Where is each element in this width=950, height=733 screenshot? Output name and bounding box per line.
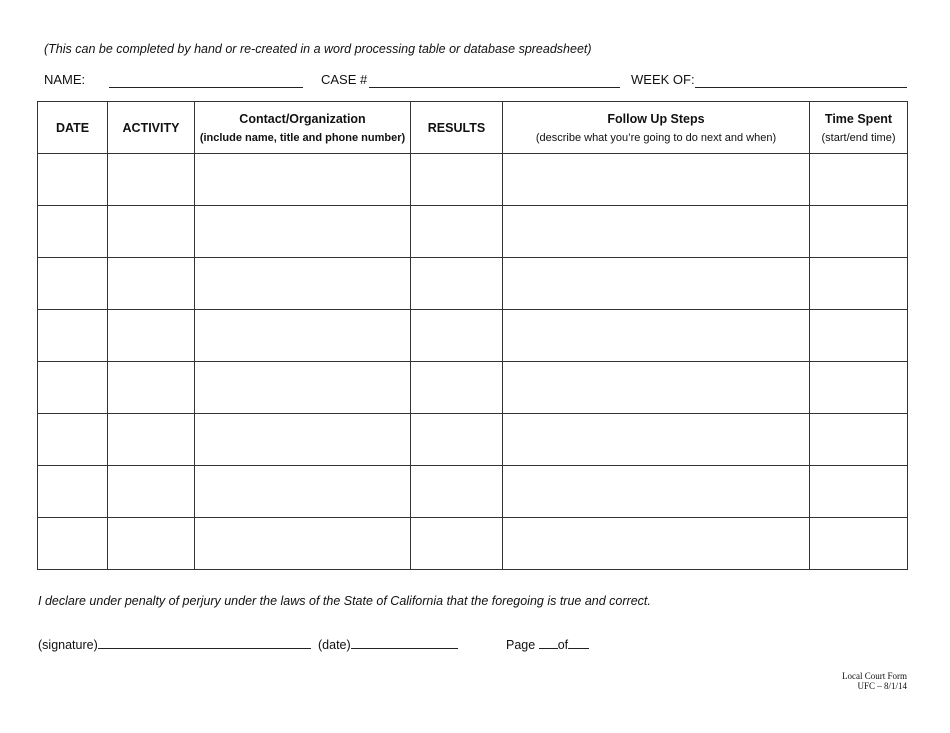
cell-follow-up[interactable] — [503, 258, 810, 310]
date-label: (date) — [318, 638, 351, 652]
table-row — [38, 258, 908, 310]
cell-results[interactable] — [411, 362, 503, 414]
footer-form-id: UFC – 8/1/14 — [857, 681, 907, 691]
cell-activity[interactable] — [108, 206, 195, 258]
cell-contact[interactable] — [195, 362, 411, 414]
column-title: Contact/Organization — [239, 111, 366, 126]
column-title: Follow Up Steps — [607, 111, 705, 126]
column-title: RESULTS — [427, 120, 486, 135]
cell-contact[interactable] — [195, 414, 411, 466]
week-of-field[interactable] — [695, 87, 907, 88]
cell-activity[interactable] — [108, 258, 195, 310]
cell-date[interactable] — [38, 310, 108, 362]
cell-follow-up[interactable] — [503, 154, 810, 206]
week-of-label: WEEK OF: — [631, 72, 695, 87]
cell-activity[interactable] — [108, 310, 195, 362]
cell-results[interactable] — [411, 414, 503, 466]
cell-results[interactable] — [411, 206, 503, 258]
cell-time-spent[interactable] — [810, 414, 908, 466]
cell-time-spent[interactable] — [810, 154, 908, 206]
cell-follow-up[interactable] — [503, 362, 810, 414]
cell-results[interactable] — [411, 518, 503, 570]
cell-follow-up[interactable] — [503, 206, 810, 258]
cell-activity[interactable] — [108, 154, 195, 206]
signature-field[interactable] — [98, 636, 311, 649]
cell-activity[interactable] — [108, 518, 195, 570]
table-row — [38, 414, 908, 466]
column-header-time-spent — [810, 102, 908, 154]
cell-activity[interactable] — [108, 466, 195, 518]
activity-log-table — [37, 101, 908, 570]
cell-time-spent[interactable] — [810, 258, 908, 310]
form-footer — [842, 671, 907, 691]
cell-results[interactable] — [411, 154, 503, 206]
date-block — [318, 636, 458, 652]
table-row — [38, 310, 908, 362]
cell-follow-up[interactable] — [503, 518, 810, 570]
column-header-activity — [108, 102, 195, 154]
case-label: CASE # — [321, 72, 368, 87]
cell-date[interactable] — [38, 466, 108, 518]
column-header-results — [411, 102, 503, 154]
cell-date[interactable] — [38, 154, 108, 206]
column-title: ACTIVITY — [122, 120, 180, 135]
column-title: DATE — [55, 120, 90, 135]
cell-date[interactable] — [38, 414, 108, 466]
table-row — [38, 206, 908, 258]
name-label: NAME: — [44, 72, 86, 87]
column-subtitle: (include name, title and phone number) — [199, 131, 406, 144]
name-field[interactable] — [109, 87, 303, 88]
column-subtitle: (start/end time) — [821, 131, 896, 144]
signature-label: (signature) — [38, 638, 98, 652]
cell-contact[interactable] — [195, 310, 411, 362]
cell-contact[interactable] — [195, 518, 411, 570]
cell-date[interactable] — [38, 206, 108, 258]
perjury-declaration: I declare under penalty of perjury under the laws of the State of California that the foregoing is true and correct. — [38, 594, 651, 608]
table-row — [38, 154, 908, 206]
cell-date[interactable] — [38, 518, 108, 570]
table-row — [38, 466, 908, 518]
table-row — [38, 362, 908, 414]
date-field[interactable] — [351, 636, 458, 649]
cell-follow-up[interactable] — [503, 414, 810, 466]
cell-time-spent[interactable] — [810, 206, 908, 258]
cell-contact[interactable] — [195, 258, 411, 310]
cell-contact[interactable] — [195, 206, 411, 258]
column-header-follow-up — [503, 102, 810, 154]
cell-activity[interactable] — [108, 414, 195, 466]
cell-follow-up[interactable] — [503, 310, 810, 362]
cell-results[interactable] — [411, 466, 503, 518]
table-body — [38, 154, 908, 570]
cell-time-spent[interactable] — [810, 466, 908, 518]
cell-results[interactable] — [411, 310, 503, 362]
page-total-field[interactable] — [568, 636, 589, 649]
cell-time-spent[interactable] — [810, 518, 908, 570]
signature-block — [38, 636, 311, 652]
table-header-row — [38, 102, 908, 154]
column-header-contact — [195, 102, 411, 154]
page-number-field[interactable] — [539, 636, 558, 649]
column-subtitle: (describe what you’re going to do next and when) — [535, 131, 777, 144]
footer-form-name: Local Court Form — [842, 671, 907, 681]
table-row — [38, 518, 908, 570]
column-title: Time Spent — [824, 111, 893, 126]
cell-time-spent[interactable] — [810, 310, 908, 362]
of-label: of — [557, 638, 569, 652]
case-number-field[interactable] — [369, 87, 620, 88]
page-label: Page — [506, 638, 536, 652]
column-header-date — [38, 102, 108, 154]
cell-date[interactable] — [38, 258, 108, 310]
cell-time-spent[interactable] — [810, 362, 908, 414]
page-number-block — [506, 636, 589, 652]
instruction-text: (This can be completed by hand or re-created in a word processing table or database spreadsheet) — [44, 42, 592, 56]
cell-contact[interactable] — [195, 154, 411, 206]
cell-follow-up[interactable] — [503, 466, 810, 518]
cell-activity[interactable] — [108, 362, 195, 414]
cell-date[interactable] — [38, 362, 108, 414]
cell-results[interactable] — [411, 258, 503, 310]
cell-contact[interactable] — [195, 466, 411, 518]
